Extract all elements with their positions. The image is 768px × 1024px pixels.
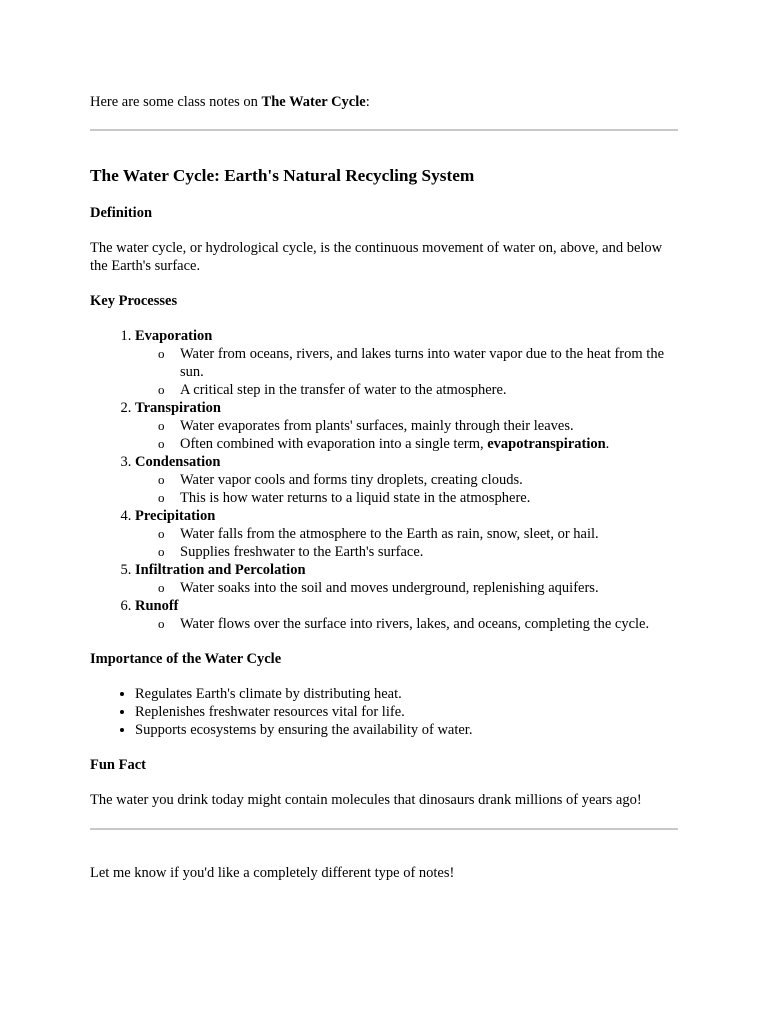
sub-bullet-icon: o: [158, 418, 165, 433]
process-item-infiltration: [135, 561, 678, 597]
process-item-precipitation: [135, 507, 678, 561]
intro-topic: The Water Cycle: [261, 94, 366, 110]
process-points: [135, 345, 678, 399]
sub-bullet-icon: o: [158, 616, 165, 631]
page-title: The Water Cycle: Earth's Natural Recycling System: [90, 166, 475, 185]
process-points: [135, 579, 678, 597]
fun-fact-heading: Fun Fact: [90, 757, 146, 773]
process-item-evaporation: [135, 327, 678, 399]
process-point: o Water falls from the atmosphere to the Earth as rain, snow, sleet, or hail.: [158, 526, 599, 542]
top-divider: [90, 129, 678, 131]
key-processes-heading: Key Processes: [90, 293, 178, 309]
importance-item: • Supports ecosystems by ensuring the availability of water.: [135, 721, 678, 739]
intro-prefix: Here are some class notes on: [90, 94, 262, 110]
process-points: [135, 417, 678, 453]
process-point: o Often combined with evaporation into a single term, evapotranspiration.: [158, 436, 610, 452]
process-title: Condensation: [135, 454, 221, 470]
definition-text: The water cycle, or hydrological cycle, is the continuous movement of water on, above, and below the Earth's surface.: [90, 240, 663, 274]
process-title: Infiltration and Percolation: [135, 562, 306, 578]
sub-bullet-icon: o: [158, 382, 165, 397]
sub-bullet-icon: o: [158, 436, 165, 451]
process-points: [135, 525, 678, 561]
process-title: Transpiration: [135, 400, 221, 416]
sub-bullet-icon: o: [158, 472, 165, 487]
process-title: Precipitation: [135, 508, 216, 524]
process-point: o Water evaporates from plants' surfaces, mainly through their leaves.: [158, 418, 574, 434]
sub-bullet-icon: o: [158, 580, 165, 595]
fun-fact-text: The water you drink today might contain molecules that dinosaurs drank millions of years ago!: [90, 792, 642, 808]
importance-item: • Regulates Earth's climate by distributing heat.: [135, 685, 678, 703]
process-point: o This is how water returns to a liquid state in the atmosphere.: [158, 490, 531, 506]
process-item-runoff: [135, 597, 678, 633]
importance-heading: Importance of the Water Cycle: [90, 651, 282, 667]
process-point: o Water vapor cools and forms tiny droplets, creating clouds.: [158, 472, 523, 488]
process-points: [135, 471, 678, 507]
process-point: o Water flows over the surface into rivers, lakes, and oceans, completing the cycle.: [158, 616, 650, 632]
sub-bullet-icon: o: [158, 544, 165, 559]
process-title: Runoff: [135, 598, 179, 614]
term-evapotranspiration: evapotranspiration: [487, 436, 606, 452]
process-item-condensation: [135, 453, 678, 507]
process-point: o A critical step in the transfer of water to the atmosphere.: [158, 382, 507, 398]
process-point: o Water from oceans, rivers, and lakes turns into water vapor due to the heat from the sun.: [158, 346, 665, 380]
bottom-divider: [90, 828, 678, 830]
definition-heading: Definition: [90, 205, 153, 221]
closing-line: Let me know if you'd like a completely different type of notes!: [90, 865, 455, 881]
process-point: o Supplies freshwater to the Earth's surface.: [158, 544, 424, 560]
process-point: o Water soaks into the soil and moves underground, replenishing aquifers.: [158, 580, 599, 596]
importance-item: • Replenishes freshwater resources vital for life.: [135, 703, 678, 721]
intro-suffix: :: [365, 94, 370, 110]
importance-list: [90, 685, 678, 739]
sub-bullet-icon: o: [158, 526, 165, 541]
intro-line: [90, 93, 678, 111]
process-title: Evaporation: [135, 328, 213, 344]
sub-bullet-icon: o: [158, 490, 165, 505]
process-points: [135, 615, 678, 633]
sub-bullet-icon: o: [158, 346, 165, 361]
key-processes-list: [90, 327, 678, 633]
process-item-transpiration: [135, 399, 678, 453]
